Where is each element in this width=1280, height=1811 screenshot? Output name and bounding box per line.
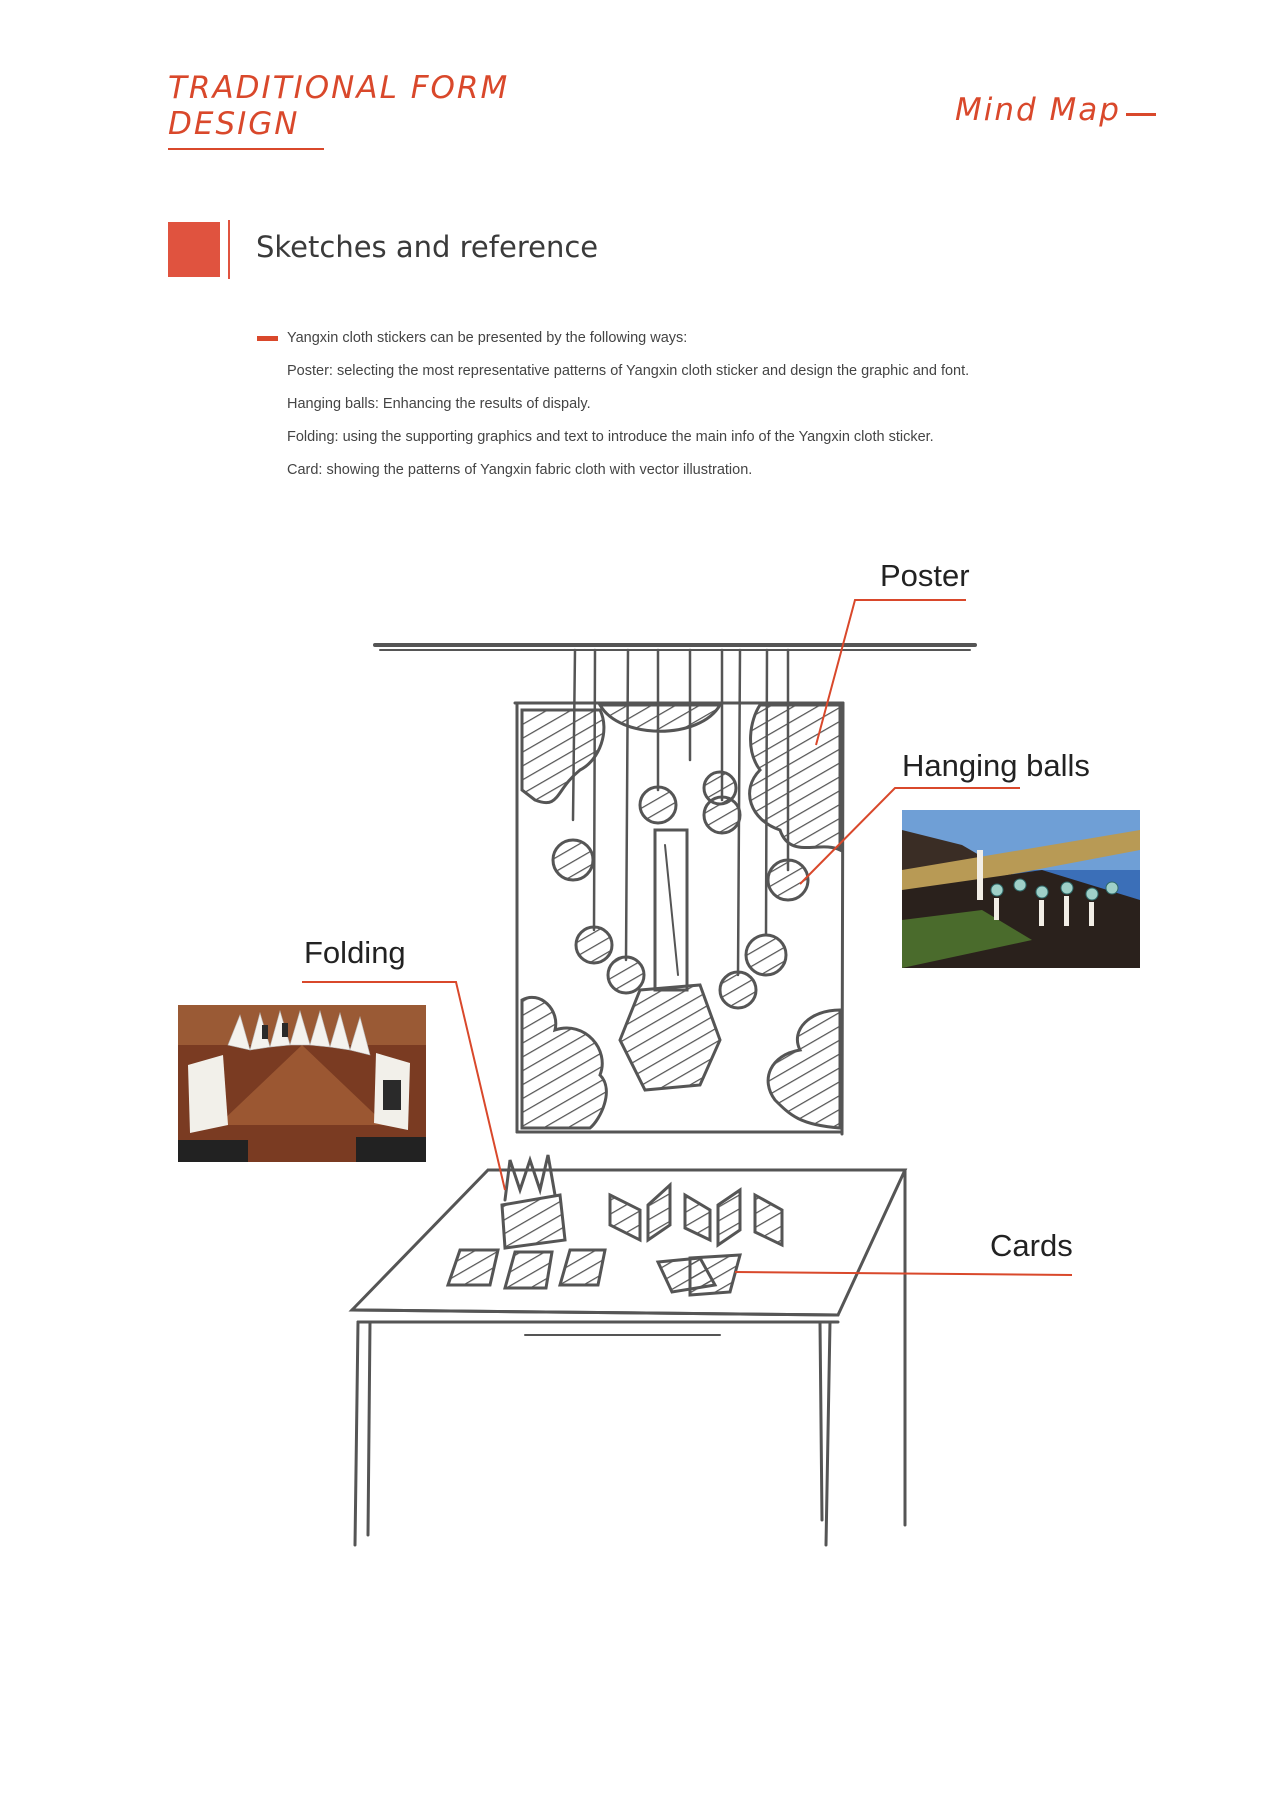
document-title-line-2: DESIGN [168, 106, 300, 142]
page-tag: Mind Map [955, 92, 1121, 128]
hanging-balls-reference-photo [902, 810, 1140, 968]
document-title-line-1: TRADITIONAL FORM [168, 70, 510, 106]
intro-item-card: Card: showing the patterns of Yangxin fabric cloth with vector illustration. [287, 462, 753, 478]
intro-item-folding: Folding: using the supporting graphics and text to introduce the main info of the Yangxin cloth sticker. [287, 429, 934, 445]
intro-item-poster: Poster: selecting the most representative patterns of Yangxin cloth sticker and design the graphic and font. [287, 363, 970, 379]
callout-folding: Folding [304, 935, 406, 970]
section-title: Sketches and reference [256, 230, 599, 264]
cards-sketch [448, 1250, 740, 1295]
intro-lead: Yangxin cloth stickers can be presented by the following ways: [287, 330, 688, 346]
callout-cards: Cards [990, 1228, 1073, 1263]
poster-sketch [515, 703, 843, 1134]
folding-reference-photo [178, 1005, 426, 1162]
callout-poster: Poster [880, 558, 970, 593]
callout-hanging-balls: Hanging balls [902, 748, 1090, 783]
intro-item-hanging-balls: Hanging balls: Enhancing the results of dispaly. [287, 396, 591, 412]
